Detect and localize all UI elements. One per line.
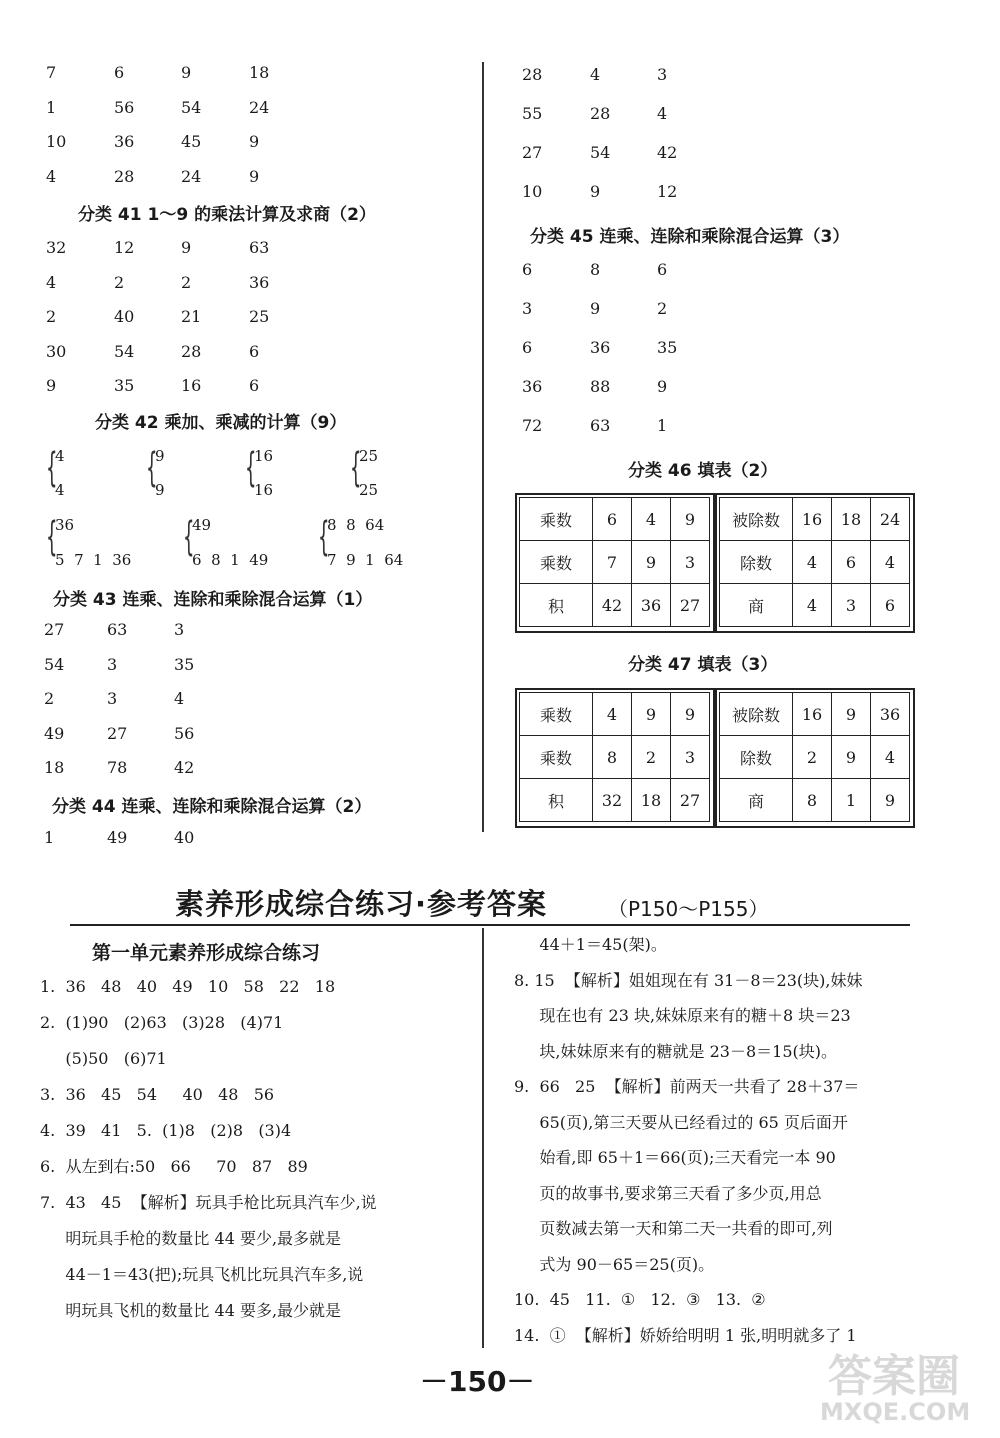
answer-grid-43-cell: 78 — [107, 758, 128, 777]
table-row — [520, 693, 710, 736]
answer-line: (5)50 (6)71 — [40, 1049, 167, 1068]
answer-line: 14. ① 【解析】娇娇给明明 1 张,明明就多了 1 — [514, 1325, 857, 1345]
answer-grid-right-top-cell: 54 — [590, 143, 611, 162]
table-46-divide — [715, 493, 915, 633]
brace-bottom-value: 16 — [254, 481, 274, 499]
answer-grid-top-cell: 10 — [46, 132, 67, 151]
table-row-label: 商 — [720, 779, 793, 822]
answer-grid-41-cell: 12 — [114, 238, 135, 257]
answer-grid-right-top-row — [522, 99, 942, 129]
answer-grid-41-cell: 32 — [46, 238, 67, 257]
table-row — [720, 498, 910, 541]
answer-grid-top-cell: 24 — [181, 166, 202, 186]
answer-line: 式为 90－65＝25(页)。 — [514, 1254, 715, 1274]
answer-line: 始看,即 65＋1＝66(页);三天看完一本 90 — [514, 1148, 836, 1167]
answer-grid-45-cell: 3 — [522, 299, 533, 318]
answer-grid-41-row — [46, 268, 466, 298]
answer-grid-45-row — [522, 333, 942, 363]
table-cell: 7 — [593, 541, 632, 584]
heading-category-42: 分类 42 乘加、乘减的计算（9） — [95, 413, 347, 433]
answer-grid-43-cell: 2 — [44, 689, 55, 708]
table-cell: 9 — [832, 736, 871, 779]
brace-top-value: 9 — [155, 447, 165, 465]
table-row — [520, 498, 710, 541]
answer-grid-41-row — [46, 302, 466, 332]
answer-grid-41-cell: 36 — [249, 272, 270, 292]
answer-line: 10. 45 11. ① 12. ③ 13. ② — [514, 1290, 766, 1309]
table-cell: 27 — [671, 779, 710, 822]
answer-grid-top-cell: 9 — [181, 63, 192, 82]
table-row — [520, 541, 710, 584]
answer-grid-top-cell: 45 — [181, 132, 202, 151]
answer-line: 6. 从左到右:50 66 70 87 89 — [40, 1157, 308, 1176]
brace-top-value: 16 — [254, 447, 274, 465]
table-row-label: 被除数 — [720, 498, 793, 541]
answer-grid-top-row — [46, 127, 466, 157]
answer-grid-45-row — [522, 411, 942, 441]
answer-grid-41-cell: 2 — [114, 272, 125, 292]
table-cell: 4 — [871, 541, 910, 584]
answer-line: 明玩具飞机的数量比 44 要多,最少就是 — [40, 1301, 342, 1320]
answer-grid-43-cell: 35 — [174, 654, 195, 674]
table-row — [520, 584, 710, 627]
section-page-range: （P150～P155） — [608, 897, 769, 921]
answer-grid-top-cell: 1 — [46, 97, 57, 117]
table-cell: 32 — [593, 779, 632, 822]
answer-grid-41-cell: 54 — [114, 341, 135, 361]
table-row — [720, 584, 910, 627]
table-cell: 3 — [671, 541, 710, 584]
answer-grid-41-cell: 28 — [181, 341, 202, 361]
table-cell: 4 — [793, 584, 832, 627]
answer-grid-top-cell: 54 — [181, 97, 202, 117]
heading-category-44: 分类 44 连乘、连除和乘除混合运算（2） — [52, 797, 372, 817]
answer-grid-44-cell: 40 — [174, 828, 195, 847]
answer-grid-45-row — [522, 255, 942, 285]
answer-line: 块,妹妹原来有的糖就是 23－8＝15(块)。 — [514, 1041, 837, 1061]
table-cell: 24 — [871, 498, 910, 541]
answer-grid-45-cell: 35 — [657, 338, 678, 357]
heading-category-45: 分类 45 连乘、连除和乘除混合运算（3） — [530, 227, 850, 247]
answer-line: 44－1＝43(把);玩具飞机比玩具汽车多,说 — [40, 1265, 364, 1284]
watermark-url: MXQE.COM — [820, 1398, 971, 1426]
answer-line: 1. 36 48 40 49 10 58 22 18 — [40, 977, 336, 996]
table-cell: 27 — [671, 584, 710, 627]
table-cell: 3 — [671, 736, 710, 779]
answer-grid-41-cell: 16 — [181, 376, 202, 395]
answer-grid-41-cell: 9 — [46, 376, 57, 395]
answer-grid-43-cell: 3 — [107, 689, 118, 708]
unit-heading: 第一单元素养形成综合练习 — [92, 942, 321, 964]
table-47-divide-grid — [719, 692, 910, 822]
table-47-divide — [715, 688, 915, 828]
answer-grid-43-cell: 63 — [107, 620, 128, 639]
answer-grid-41-row — [46, 233, 466, 263]
answer-grid-45-cell: 72 — [522, 416, 543, 435]
brace-symbol: { — [183, 514, 195, 560]
table-cell: 1 — [832, 779, 871, 822]
brace-bottom-value: 4 — [55, 481, 65, 499]
answer-grid-right-top-row — [522, 60, 942, 90]
table-cell: 4 — [593, 693, 632, 736]
table-cell: 9 — [671, 693, 710, 736]
answer-line: 7. 43 45 【解析】玩具手枪比玩具汽车少,说 — [40, 1193, 377, 1212]
answer-grid-44-cell: 49 — [107, 828, 128, 847]
table-cell: 6 — [832, 541, 871, 584]
answer-grid-41-cell: 2 — [46, 307, 57, 326]
table-cell: 9 — [632, 693, 671, 736]
brace-top-value: 4 — [55, 447, 65, 465]
answer-grid-45-cell: 36 — [522, 377, 543, 396]
column-divider-bottom — [482, 928, 484, 1348]
answer-grid-top-cell: 9 — [249, 132, 260, 151]
table-cell: 18 — [832, 498, 871, 541]
answer-grid-right-top-cell: 10 — [522, 182, 543, 201]
answer-grid-right-top-cell: 55 — [522, 104, 543, 123]
answer-grid-43-cell: 27 — [107, 723, 128, 743]
answer-line: 页数减去第一天和第二天一共看的即可,列 — [514, 1219, 833, 1238]
answer-line: 2. (1)90 (2)63 (3)28 (4)71 — [40, 1013, 284, 1032]
answer-grid-right-top-cell: 27 — [522, 143, 543, 162]
table-row-label: 乘数 — [520, 541, 593, 584]
answer-grid-45-cell: 6 — [522, 338, 533, 357]
brace-top-value: 49 — [192, 516, 212, 534]
table-46-divide-grid — [719, 497, 910, 627]
table-row-label: 商 — [720, 584, 793, 627]
answer-grid-41-cell: 6 — [249, 341, 260, 361]
table-47-multiply-grid — [519, 692, 710, 822]
answer-grid-43-row — [44, 615, 464, 645]
answer-grid-right-top-cell: 9 — [590, 182, 601, 201]
answer-grid-41-cell: 9 — [181, 238, 192, 257]
answer-grid-43-cell: 42 — [174, 758, 195, 777]
heading-category-46: 分类 46 填表（2） — [628, 461, 778, 481]
answer-grid-41-cell: 2 — [181, 272, 192, 292]
answer-grid-top-cell: 6 — [114, 63, 125, 82]
answer-line: 9. 66 25 【解析】前两天一共看了 28＋37＝ — [514, 1077, 860, 1096]
answer-grid-top-row — [46, 93, 466, 123]
answer-grid-right-top-row — [522, 177, 942, 207]
table-row-label: 积 — [520, 584, 593, 627]
answer-grid-top-cell: 7 — [46, 63, 57, 82]
table-cell: 9 — [832, 693, 871, 736]
brace-symbol: { — [46, 445, 58, 491]
table-cell: 6 — [593, 498, 632, 541]
answer-grid-44-cell: 1 — [44, 828, 55, 847]
answer-grid-41-cell: 40 — [114, 307, 135, 326]
answer-grid-right-top-cell: 28 — [522, 65, 543, 84]
answer-grid-right-top-row — [522, 138, 942, 168]
answer-grid-top-row — [46, 58, 466, 88]
answer-grid-45-cell: 6 — [522, 260, 533, 279]
answer-grid-45-cell: 8 — [590, 260, 601, 279]
table-cell: 36 — [632, 584, 671, 627]
heading-category-47: 分类 47 填表（3） — [628, 655, 778, 675]
answer-line: 3. 36 45 54 40 48 56 — [40, 1085, 275, 1104]
answer-grid-41-cell: 4 — [46, 272, 57, 292]
heading-category-41: 分类 41 1～9 的乘法计算及求商（2） — [78, 205, 376, 225]
brace-bottom-value: 25 — [359, 481, 379, 499]
table-row-label: 除数 — [720, 736, 793, 779]
brace-symbol: { — [350, 445, 362, 491]
brace-symbol: { — [146, 445, 158, 491]
table-cell: 4 — [632, 498, 671, 541]
answer-line: 页的故事书,要求第三天看了多少页,用总 — [514, 1183, 822, 1203]
answer-grid-right-top-cell: 4 — [590, 65, 601, 84]
table-row-label: 乘数 — [520, 498, 593, 541]
answer-grid-43-cell: 54 — [44, 654, 65, 674]
table-cell: 9 — [871, 779, 910, 822]
answer-grid-top-cell: 56 — [114, 97, 135, 117]
answer-line: 现在也有 23 块,妹妹原来有的糖＋8 块＝23 — [514, 1006, 851, 1025]
answer-grid-45-row — [522, 294, 942, 324]
answer-grid-top-row — [46, 162, 466, 192]
table-row — [720, 693, 910, 736]
answer-grid-43-cell: 27 — [44, 620, 65, 639]
answer-grid-45-cell: 2 — [657, 299, 668, 318]
table-cell: 4 — [793, 541, 832, 584]
brace-bottom-value: 6 8 1 49 — [192, 551, 269, 569]
answer-grid-45-cell: 6 — [657, 260, 668, 279]
watermark-logo: 答案圈 — [828, 1351, 960, 1402]
brace-symbol: { — [318, 514, 330, 560]
table-cell: 18 — [632, 779, 671, 822]
answer-grid-top-cell: 18 — [249, 63, 270, 82]
answer-line: 4. 39 41 5. (1)8 (2)8 (3)4 — [40, 1121, 292, 1140]
table-row — [720, 541, 910, 584]
answer-grid-43-row — [44, 719, 464, 749]
table-cell: 9 — [671, 498, 710, 541]
answer-grid-43-row — [44, 753, 464, 783]
table-row-label: 积 — [520, 779, 593, 822]
column-divider-top — [482, 62, 484, 832]
table-cell: 2 — [632, 736, 671, 779]
table-row — [520, 736, 710, 779]
answer-grid-44-row — [44, 823, 464, 853]
answer-grid-45-cell: 9 — [590, 299, 601, 318]
table-cell: 16 — [793, 498, 832, 541]
table-cell: 6 — [871, 584, 910, 627]
answer-grid-43-row — [44, 684, 464, 714]
answer-grid-45-cell: 1 — [657, 416, 668, 435]
answer-grid-right-top-cell: 42 — [657, 143, 678, 162]
table-cell: 3 — [832, 584, 871, 627]
answer-grid-43-cell: 49 — [44, 723, 65, 743]
table-cell: 36 — [871, 693, 910, 736]
answer-grid-41-cell: 30 — [46, 341, 67, 361]
title-underline — [70, 924, 910, 926]
answer-grid-45-cell: 63 — [590, 416, 611, 435]
answer-grid-43-row — [44, 650, 464, 680]
heading-category-43: 分类 43 连乘、连除和乘除混合运算（1） — [53, 590, 373, 610]
answer-grid-41-cell: 21 — [181, 307, 202, 326]
answer-grid-41-row — [46, 337, 466, 367]
table-row — [520, 779, 710, 822]
table-cell: 42 — [593, 584, 632, 627]
answer-grid-top-cell: 9 — [249, 166, 260, 186]
answer-grid-top-cell: 4 — [46, 166, 57, 186]
answer-grid-41-cell: 35 — [114, 376, 135, 395]
answer-grid-top-cell: 28 — [114, 166, 135, 186]
page-number: －150－ — [420, 1365, 535, 1398]
table-cell: 8 — [793, 779, 832, 822]
answer-line: 44＋1＝45(架)。 — [514, 935, 667, 954]
answer-grid-right-top-cell: 4 — [657, 104, 668, 123]
section-title: 素养形成综合练习·参考答案 — [175, 887, 548, 921]
brace-top-value: 36 — [55, 516, 75, 534]
table-46-multiply-grid — [519, 497, 710, 627]
answer-grid-41-cell: 6 — [249, 376, 260, 395]
brace-bottom-value: 5 7 1 36 — [55, 551, 132, 569]
answer-grid-41-cell: 25 — [249, 307, 270, 326]
answer-grid-right-top-cell: 12 — [657, 182, 678, 201]
answer-line: 明玩具手枪的数量比 44 要少,最多就是 — [40, 1229, 342, 1248]
table-47-multiply — [515, 688, 715, 828]
brace-top-value: 25 — [359, 447, 379, 465]
table-row-label: 乘数 — [520, 693, 593, 736]
answer-grid-43-cell: 18 — [44, 758, 65, 777]
answer-line: 65(页),第三天要从已经看过的 65 页后面开 — [514, 1112, 848, 1132]
table-cell: 2 — [793, 736, 832, 779]
answer-grid-43-cell: 3 — [174, 620, 185, 639]
answer-grid-45-cell: 36 — [590, 338, 611, 357]
brace-symbol: { — [46, 514, 58, 560]
answer-grid-top-cell: 24 — [249, 97, 270, 117]
brace-bottom-value: 9 — [155, 481, 165, 499]
brace-symbol: { — [245, 445, 257, 491]
brace-bottom-value: 7 9 1 64 — [327, 551, 404, 569]
table-cell: 9 — [632, 541, 671, 584]
answer-grid-41-cell: 63 — [249, 238, 270, 257]
answer-grid-43-cell: 3 — [107, 654, 118, 674]
answer-grid-45-row — [522, 372, 942, 402]
answer-grid-right-top-cell: 3 — [657, 65, 668, 84]
table-cell: 8 — [593, 736, 632, 779]
answer-grid-43-cell: 56 — [174, 723, 195, 743]
answer-grid-45-cell: 9 — [657, 377, 668, 396]
answer-grid-top-cell: 36 — [114, 132, 135, 151]
table-cell: 4 — [871, 736, 910, 779]
table-cell: 16 — [793, 693, 832, 736]
answer-grid-right-top-cell: 28 — [590, 104, 611, 123]
table-row-label: 除数 — [720, 541, 793, 584]
table-row-label: 被除数 — [720, 693, 793, 736]
table-row-label: 乘数 — [520, 736, 593, 779]
answer-grid-45-cell: 88 — [590, 377, 611, 396]
brace-top-value: 8 8 64 — [327, 516, 385, 534]
answer-grid-41-row — [46, 371, 466, 401]
answer-line: 8. 15 【解析】姐姐现在有 31－8＝23(块),妹妹 — [514, 970, 863, 990]
table-46-multiply — [515, 493, 715, 633]
answer-grid-43-cell: 4 — [174, 689, 185, 708]
table-row — [720, 779, 910, 822]
table-row — [720, 736, 910, 779]
